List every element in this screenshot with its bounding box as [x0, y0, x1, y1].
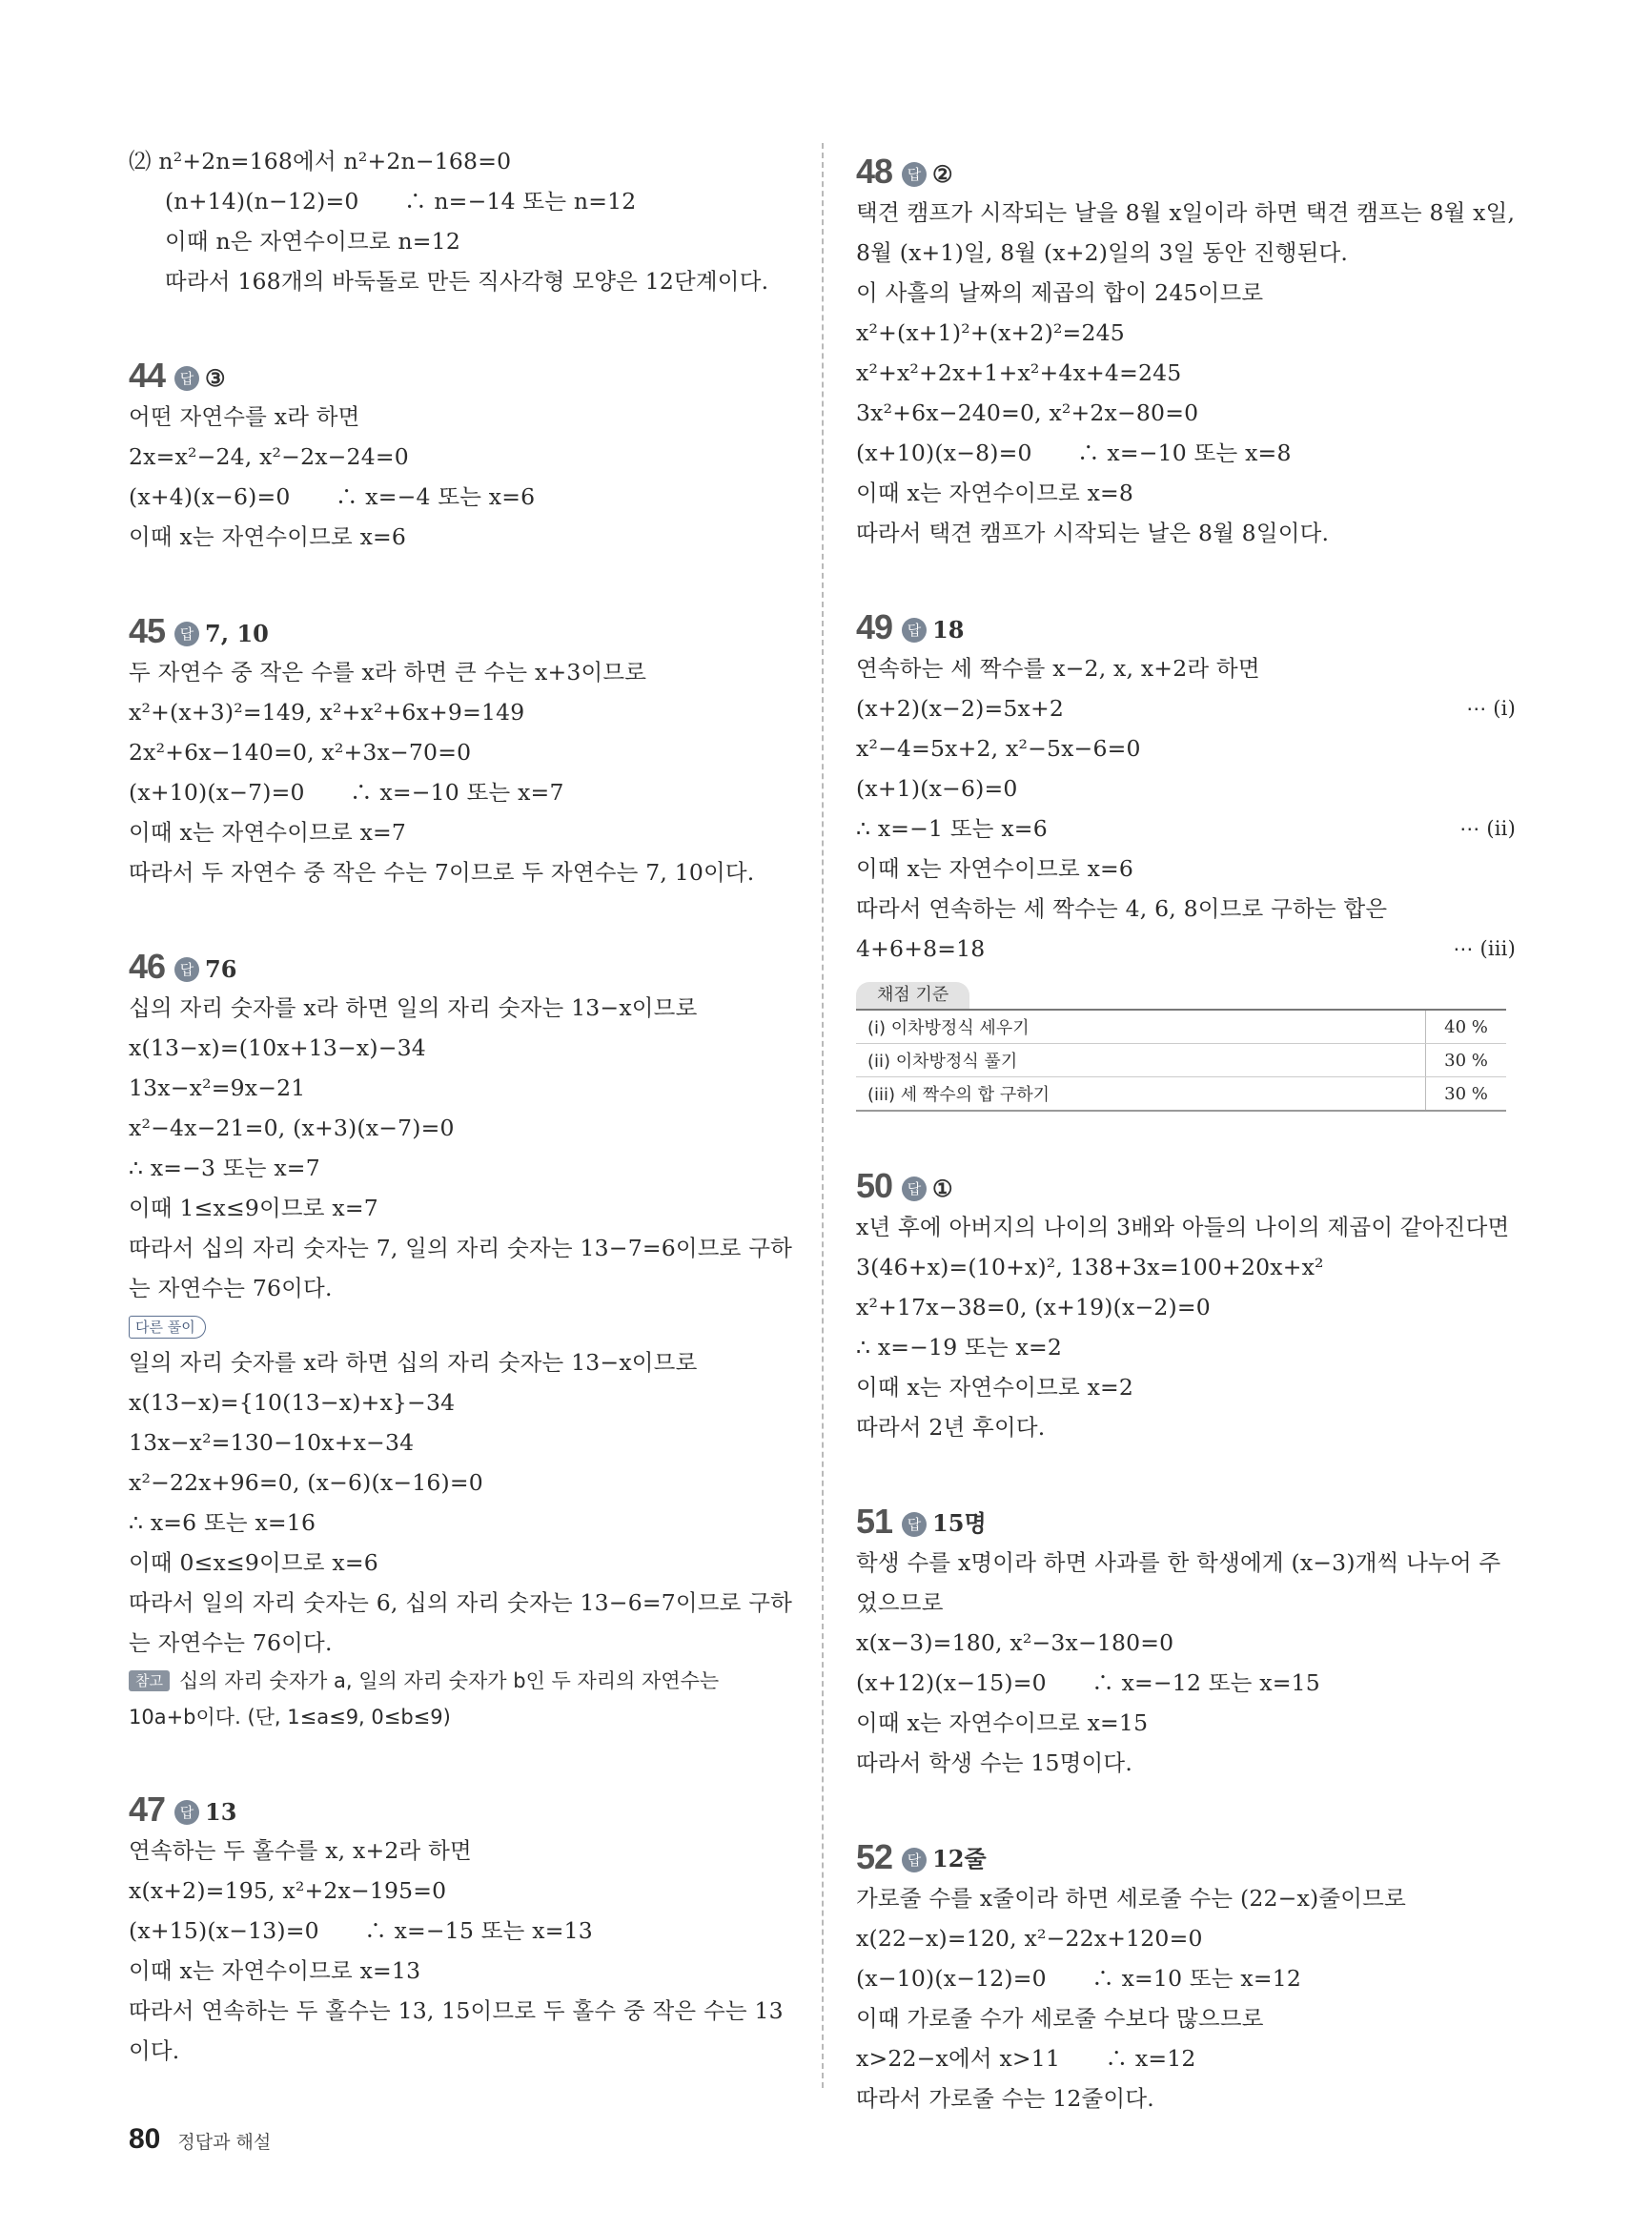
problem-44 [129, 341, 796, 557]
text-line: (x+15)(x−13)=0 ∴ x=−15 또는 x=13 [129, 1917, 593, 1944]
text-line: 따라서 두 자연수 중 작은 수는 7이므로 두 자연수는 7, 10이다. [129, 859, 755, 886]
text-line: 13x−x²=130−10x+x−34 [129, 1429, 415, 1456]
problem-48 [856, 137, 1516, 553]
text-line: 3(46+x)=(10+x)², 138+3x=100+20x+x² [856, 1254, 1324, 1280]
problem-header [856, 137, 1516, 193]
step-mark: ⋯ (i) [1466, 697, 1516, 720]
grading-table [856, 1009, 1506, 1112]
text-line: 이때 x는 자연수이므로 x=2 [856, 1374, 1134, 1401]
answer-badge: 답 [902, 162, 927, 187]
text-line: 이때 x는 자연수이므로 x=7 [129, 819, 407, 846]
problem-header [129, 1775, 796, 1831]
note-line [129, 1663, 796, 1699]
text-line: 두 자연수 중 작은 수를 x라 하면 큰 수는 x+3이므로 [129, 659, 647, 685]
problem-49 [856, 593, 1516, 1112]
answer-badge: 답 [174, 622, 199, 646]
text-line: 이다. [129, 2037, 180, 2064]
text-line-with-mark [856, 929, 1516, 969]
grading-item: (i) 이차방정식 세우기 [856, 1010, 1426, 1044]
problem-number: 51 [856, 1502, 893, 1541]
left-column [129, 141, 796, 2071]
problem-number: 50 [856, 1166, 893, 1205]
table-row [856, 1010, 1506, 1044]
text-line: 이때 n은 자연수이므로 n=12 [165, 228, 460, 255]
text-line: ∴ x=−19 또는 x=2 [856, 1334, 1062, 1361]
step-mark: ⋯ (ii) [1459, 817, 1516, 840]
text-line: x(22−x)=120, x²−22x+120=0 [856, 1925, 1203, 1952]
grading-percent: 30 % [1426, 1077, 1507, 1112]
text-line: 일의 자리 숫자를 x라 하면 십의 자리 숫자는 13−x이므로 [129, 1349, 698, 1376]
text-line: 3x²+6x−240=0, x²+2x−80=0 [856, 399, 1199, 426]
text-line: (x+4)(x−6)=0 ∴ x=−4 또는 x=6 [129, 483, 536, 510]
problem-number: 48 [856, 152, 893, 191]
problem-header [129, 597, 796, 652]
text-line: (n+14)(n−12)=0 ∴ n=−14 또는 n=12 [165, 188, 637, 215]
text-line: (x+12)(x−15)=0 ∴ x=−12 또는 x=15 [856, 1669, 1320, 1696]
answer-badge: 답 [902, 618, 927, 643]
text-line: x(13−x)=(10x+13−x)−34 [129, 1034, 426, 1061]
answer-value: 12줄 [932, 1845, 987, 1872]
grading-title: 채점 기준 [856, 982, 969, 1009]
grading-item: (ii) 이차방정식 풀기 [856, 1044, 1426, 1077]
text-line-with-mark [856, 808, 1516, 849]
text-line: x²+x²+2x+1+x²+4x+4=245 [856, 359, 1182, 386]
text-line: 이때 x는 자연수이므로 x=8 [856, 480, 1134, 506]
text-line: 따라서 십의 자리 숫자는 7, 일의 자리 숫자는 13−7=6이므로 구하 [129, 1235, 793, 1261]
problem-number: 46 [129, 947, 166, 986]
answer-badge: 답 [174, 957, 199, 982]
answer-value: ③ [205, 364, 226, 392]
answer-value: ① [932, 1175, 953, 1202]
text-line: 2x=x²−24, x²−2x−24=0 [129, 443, 409, 470]
text-line-with-mark [856, 688, 1516, 728]
text-line: 따라서 택견 캠프가 시작되는 날은 8월 8일이다. [856, 520, 1330, 546]
other-solution-tag: 다른 풀이 [129, 1316, 206, 1339]
text-line: 8월 (x+1)일, 8월 (x+2)일의 3일 동안 진행된다. [856, 239, 1349, 266]
column-divider [822, 143, 824, 2088]
text-line: 었으므로 [856, 1589, 944, 1616]
text-line: 따라서 연속하는 두 홀수는 13, 15이므로 두 홀수 중 작은 수는 13 [129, 1997, 784, 2024]
text-line: 이때 x는 자연수이므로 x=15 [856, 1709, 1149, 1736]
text-line: 이때 0≤x≤9이므로 x=6 [129, 1549, 378, 1576]
text-line: 이때 x는 자연수이므로 x=6 [129, 523, 407, 550]
footer-title: 정답과 해설 [177, 2132, 272, 2153]
text-line: x(x+2)=195, x²+2x−195=0 [129, 1877, 447, 1904]
problem-number: 44 [129, 356, 166, 395]
problem-50 [856, 1152, 1516, 1447]
text-line: ∴ x=−3 또는 x=7 [129, 1155, 320, 1181]
text-line: (x+1)(x−6)=0 [856, 775, 1018, 802]
text-line: x²−4x−21=0, (x+3)(x−7)=0 [129, 1115, 455, 1141]
problem-header [856, 1823, 1516, 1878]
text-line: 십의 자리 숫자를 x라 하면 일의 자리 숫자는 13−x이므로 [129, 994, 698, 1021]
grading-percent: 30 % [1426, 1044, 1507, 1077]
problem-number: 52 [856, 1837, 893, 1876]
answer-badge: 답 [174, 1800, 199, 1825]
problem-51 [856, 1487, 1516, 1783]
text-line: 13x−x²=9x−21 [129, 1074, 306, 1101]
text: 4+6+8=18 [856, 935, 986, 962]
text-line: 택견 캠프가 시작되는 날을 8월 x일이라 하면 택견 캠프는 8월 x일, [856, 199, 1516, 226]
answer-value: 76 [205, 955, 237, 983]
text-line: 따라서 학생 수는 15명이다. [856, 1749, 1132, 1776]
grading-item: (iii) 세 짝수의 합 구하기 [856, 1077, 1426, 1112]
problem-header [856, 593, 1516, 648]
text-line: x(x−3)=180, x²−3x−180=0 [856, 1629, 1174, 1656]
text-line: 이때 x는 자연수이므로 x=13 [129, 1957, 421, 1984]
problem-number: 49 [856, 607, 893, 646]
text-line: (x−10)(x−12)=0 ∴ x=10 또는 x=12 [856, 1965, 1302, 1992]
problem-47 [129, 1775, 796, 2071]
text-line: 어떤 자연수를 x라 하면 [129, 403, 360, 430]
table-row [856, 1044, 1506, 1077]
note-text: 십의 자리 숫자가 a, 일의 자리 숫자가 b인 두 자리의 자연수는 [178, 1669, 720, 1692]
text-line: 따라서 168개의 바둑돌로 만든 직사각형 모양은 12단계이다. [165, 268, 769, 295]
problem-43-continued [129, 141, 796, 301]
text-line: 이때 x는 자연수이므로 x=6 [856, 855, 1134, 882]
text: (x+2)(x−2)=5x+2 [856, 695, 1064, 722]
problem-header [129, 932, 796, 988]
text-line: 따라서 2년 후이다. [856, 1414, 1046, 1441]
text-line: 이 사흘의 날짜의 제곱의 합이 245이므로 [856, 279, 1264, 306]
text-line: x²−22x+96=0, (x−6)(x−16)=0 [129, 1469, 483, 1496]
text-line: x(13−x)={10(13−x)+x}−34 [129, 1389, 456, 1416]
problem-header [129, 341, 796, 397]
problem-45 [129, 597, 796, 892]
right-column [856, 141, 1516, 2118]
text-line: 2x²+6x−140=0, x²+3x−70=0 [129, 739, 472, 766]
problem-number: 45 [129, 611, 166, 650]
text-line: 따라서 일의 자리 숫자는 6, 십의 자리 숫자는 13−6=7이므로 구하 [129, 1589, 793, 1616]
text-line: ⑵ n²+2n=168에서 n²+2n−168=0 [129, 148, 512, 174]
table-row [856, 1077, 1506, 1112]
text-line: x²−4=5x+2, x²−5x−6=0 [856, 735, 1141, 762]
text-line: x년 후에 아버지의 나이의 3배와 아들의 나이의 제곱이 같아진다면 [856, 1214, 1510, 1240]
answer-badge: 답 [902, 1848, 927, 1872]
grading-percent: 40 % [1426, 1010, 1507, 1044]
text-line: 연속하는 두 홀수를 x, x+2라 하면 [129, 1837, 472, 1864]
text-line: ∴ x=6 또는 x=16 [129, 1509, 316, 1536]
text-line: 는 자연수는 76이다. [129, 1629, 333, 1656]
text-line: (x+10)(x−7)=0 ∴ x=−10 또는 x=7 [129, 779, 564, 806]
answer-value: 13 [205, 1798, 237, 1826]
problem-header [856, 1152, 1516, 1207]
text-line: x>22−x에서 x>11 ∴ x=12 [856, 2045, 1196, 2072]
text-line: 이때 가로줄 수가 세로줄 수보다 많으므로 [856, 2005, 1264, 2032]
text-line: 이때 1≤x≤9이므로 x=7 [129, 1195, 378, 1221]
grading-criteria [856, 982, 1506, 1112]
step-mark: ⋯ (iii) [1453, 937, 1516, 960]
text-line: 연속하는 세 짝수를 x−2, x, x+2라 하면 [856, 655, 1260, 682]
note-tag: 참고 [129, 1670, 170, 1691]
page-number: 80 [129, 2123, 161, 2155]
text-line: 는 자연수는 76이다. [129, 1275, 333, 1301]
other-solution-tag-row [129, 1308, 796, 1342]
answer-badge: 답 [902, 1512, 927, 1537]
answer-value: 15명 [932, 1509, 987, 1537]
text-line: x²+(x+3)²=149, x²+x²+6x+9=149 [129, 699, 525, 726]
note-line: 10a+b이다. (단, 1≤a≤9, 0≤b≤9) [129, 1706, 451, 1729]
text-line: (x+10)(x−8)=0 ∴ x=−10 또는 x=8 [856, 440, 1292, 466]
page-footer [129, 2123, 271, 2156]
text-line: x²+(x+1)²+(x+2)²=245 [856, 319, 1125, 346]
problem-46 [129, 932, 796, 1735]
text-line: 학생 수를 x명이라 하면 사과를 한 학생에게 (x−3)개씩 나누어 주 [856, 1549, 1501, 1576]
text: ∴ x=−1 또는 x=6 [856, 815, 1048, 842]
problem-number: 47 [129, 1790, 166, 1829]
text-line: x²+17x−38=0, (x+19)(x−2)=0 [856, 1294, 1211, 1320]
answer-badge: 답 [902, 1176, 927, 1201]
answer-value: 18 [932, 616, 965, 644]
text-line: 따라서 가로줄 수는 12줄이다. [856, 2085, 1154, 2112]
answer-badge: 답 [174, 366, 199, 391]
problem-header [856, 1487, 1516, 1543]
answer-value: 7, 10 [205, 620, 269, 647]
text-line: 따라서 연속하는 세 짝수는 4, 6, 8이므로 구하는 합은 [856, 895, 1388, 922]
answer-value: ② [932, 160, 953, 188]
problem-52 [856, 1823, 1516, 2118]
text-line: 가로줄 수를 x줄이라 하면 세로줄 수는 (22−x)줄이므로 [856, 1885, 1406, 1912]
